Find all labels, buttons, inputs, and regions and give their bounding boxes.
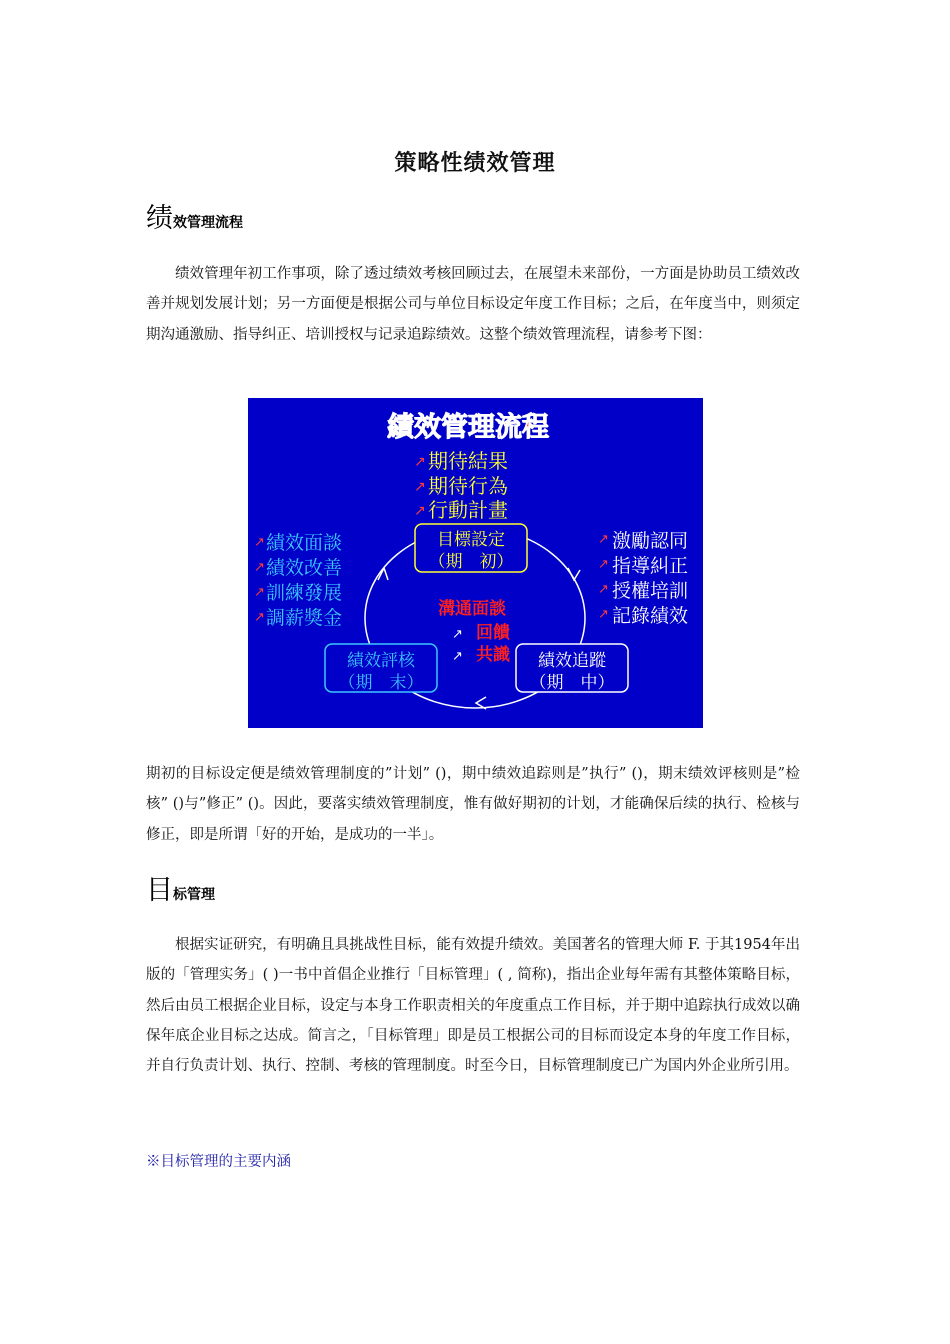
heading-initial: 目: [146, 875, 173, 906]
top-item: 行動計畫: [428, 498, 508, 522]
intro-paragraph: 绩效管理年初工作事项，除了透过绩效考核回顾过去，在展望未来部份，一方面是协助员工绩效改善并规划发展计划；另一方面便是根据公司与单位目标设定年度工作目标；之后，在年度当中，则须定期沟通激励、指导纠正、培训授权与记录追踪绩效。这整个绩效管理流程，请参考下图：: [146, 266, 800, 343]
node-label: 目標設定: [437, 530, 505, 550]
right-item: 激勵認同: [612, 530, 689, 552]
arrow-icon: ↗: [414, 454, 426, 470]
right-item: 授權培訓: [612, 580, 689, 602]
node-sublabel: （期 末）: [338, 673, 424, 693]
node-label: 績效追蹤: [538, 651, 606, 671]
right-item: 記錄績效: [612, 605, 689, 627]
arrow-icon: ↗: [598, 532, 609, 547]
center-item: 共識: [476, 645, 510, 665]
center-item: 回饋: [476, 623, 510, 643]
heading-text: 标管理: [173, 887, 215, 903]
node-sublabel: （期 中）: [529, 673, 615, 693]
performance-flow-diagram: [248, 398, 703, 728]
section-heading-performance-flow: [146, 196, 243, 235]
arrow-icon: ↗: [254, 560, 265, 575]
top-item: 期待行為: [428, 474, 508, 498]
arrow-icon: ↗: [452, 649, 463, 664]
heading-text: 效管理流程: [173, 215, 243, 231]
arrow-icon: ↗: [598, 607, 609, 622]
mbo-content-note: ※目标管理的主要内涵: [146, 1154, 291, 1170]
left-item: 績效改善: [266, 557, 343, 579]
left-item: 訓練發展: [266, 582, 343, 604]
right-item: 指導糾正: [612, 555, 689, 577]
center-title: 溝通面談: [438, 599, 506, 619]
diagram-title: 績效管理流程: [387, 412, 549, 443]
arrow-icon: ↗: [254, 585, 265, 600]
arrow-icon: ↗: [414, 503, 426, 519]
mbo-paragraph: 根据实证研究，有明确且具挑战性目标，能有效提升绩效。美国著名的管理大师 F. 于其1954年出版的「管理实务」( )一书中首倡企业推行「目标管理」( , 简称)，指出企业每年需有其整体策略目标，然后由员工根据企业目标，设定与本身工作职责相关的年度重点工作目标，并于期中追踪执行成效以确保年底企业目标之达成。简言之，「目标管理」即是员工根据公司的目标而设定本身的年度工作目标，并自行负责计划、执行、控制、考核的管理制度。时至今日，目标管理制度已广为国内外企业所引用。: [146, 937, 800, 1075]
left-item: 績效面談: [266, 532, 343, 554]
heading-initial: 绩: [146, 203, 173, 234]
arrow-icon: ↗: [414, 479, 426, 495]
node-label: 績效評核: [347, 651, 415, 671]
left-item: 調薪獎金: [266, 607, 343, 629]
planning-paragraph: 期初的目标设定便是绩效管理制度的”计划” ()，期中绩效追踪则是”执行” ()，期末绩效评核则是”检核” ()与”修正” ()。因此，要落实绩效管理制度，惟有做好期初的计划，才能确保后续的执行、检核与修正，即是所谓「好的开始，是成功的一半」。: [146, 766, 800, 843]
arrow-icon: ↗: [254, 535, 265, 550]
page-title: 策略性绩效管理: [394, 151, 556, 176]
arrow-icon: ↗: [254, 610, 265, 625]
top-item: 期待結果: [428, 449, 508, 473]
section-heading-mbo: [146, 868, 215, 907]
arrow-icon: ↗: [598, 557, 609, 572]
arrow-icon: ↗: [598, 582, 609, 597]
node-sublabel: （期 初）: [428, 552, 514, 572]
arrow-icon: ↗: [452, 627, 463, 642]
